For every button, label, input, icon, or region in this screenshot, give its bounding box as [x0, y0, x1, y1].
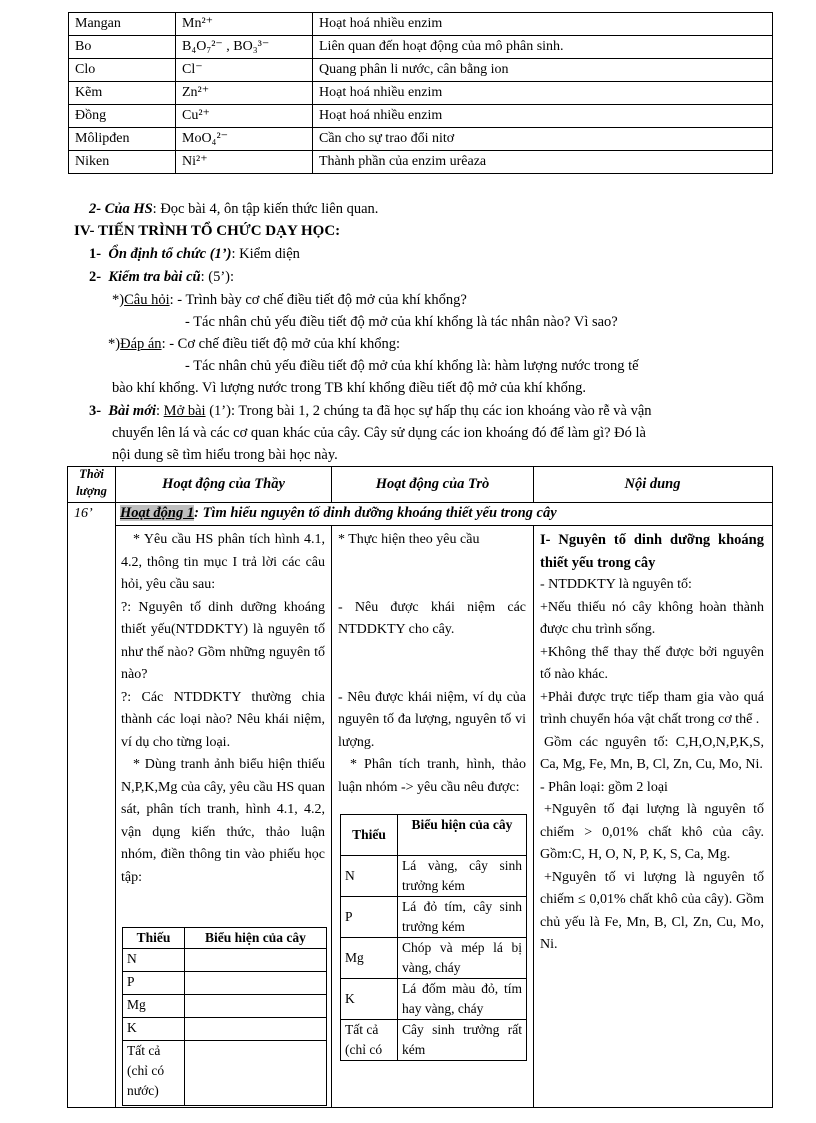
- ion-name: Đồng: [69, 105, 176, 128]
- result-row: [341, 856, 527, 897]
- result-symptom: Lá vàng, cây sinh trưởng kém: [398, 856, 527, 897]
- worksheet-row: [123, 949, 327, 972]
- result-element: N: [341, 856, 398, 897]
- worksheet-blank: [185, 1018, 327, 1041]
- ion-name: Bo: [69, 36, 176, 59]
- ion-role: Quang phân li nước, cân bằng ion: [313, 59, 773, 82]
- ion-ion: B₄O₇²⁻ , BO₃³⁻: [176, 36, 313, 59]
- result-element: Tất cả (chỉ có: [341, 1020, 398, 1061]
- header-teacher: Hoạt động của Thầy: [162, 476, 285, 492]
- ion-row: [69, 151, 773, 174]
- step-1: 1- Ổn định tổ chức (1’): Kiểm diện: [89, 246, 300, 262]
- ion-role: Hoạt hoá nhiều enzim: [313, 82, 773, 105]
- ion-row: [69, 82, 773, 105]
- worksheet-element: Tất cả (chỉ có nước): [123, 1041, 185, 1106]
- teacher-column: * Yêu cầu HS phân tích hình 4.1, 4.2, thông tin mục I trả lời các câu hỏi, yêu cầu sau: ?: Nguyên tố dinh dưỡng khoáng thiết yếu(NTDDKTY) là nguyên tố như thế nào? Gồm những nguyên tố nào? ?: Các NTDDKTY thường chia thành các loại nào? Nêu khái niệm, ví dụ cho từng loại. * Dùng tranh ảnh biểu hiện thiếu N,P,K,Mg của cây, yêu cầu HS quan sát, phân tích tranh, hình 4.1, 4.2, vận dụng kiến thức, thảo luận nhóm, điền thông tin vào phiếu học tập:: [121, 532, 325, 885]
- ion-ion: Ni²⁺: [176, 151, 313, 174]
- worksheet-blank: [185, 949, 327, 972]
- ion-row: [69, 13, 773, 36]
- worksheet-blank: [185, 1041, 327, 1106]
- ion-name: Clo: [69, 59, 176, 82]
- ion-ion: Mn²⁺: [176, 13, 313, 36]
- header-time: Thời lượng: [76, 467, 107, 498]
- ion-role: Liên quan đến hoạt động của mô phân sinh.: [313, 36, 773, 59]
- ion-name: Kẽm: [69, 82, 176, 105]
- answer-2: - Tác nhân chủ yếu điều tiết độ mở của khí khổng là: hàm lượng nước trong tế: [185, 358, 639, 374]
- worksheet-row: [123, 1041, 327, 1106]
- worksheet-element: Mg: [123, 995, 185, 1018]
- content-line: +Phải được trực tiếp tham gia vào quá trình chuyển hóa vật chất trong cơ thể .: [540, 689, 764, 727]
- ion-ion: Zn²⁺: [176, 82, 313, 105]
- result-symptom: Chóp và mép lá bị vàng, cháy: [398, 938, 527, 979]
- step-3: 3- Bài mới: Mở bài (1’): Trong bài 1, 2 chúng ta đã học sự hấp thụ các ion khoáng vào rễ và vận: [89, 403, 652, 419]
- ion-name: Môlipđen: [69, 128, 176, 151]
- section-iv-heading: IV- TIẾN TRÌNH TỔ CHỨC DẠY HỌC:: [74, 223, 341, 239]
- worksheet-row: [123, 1018, 327, 1041]
- answer-1: *)Đáp án: - Cơ chế điều tiết độ mở của khí khổng:: [108, 336, 400, 352]
- ion-ion: Cu²⁺: [176, 105, 313, 128]
- result-element: Mg: [341, 938, 398, 979]
- ion-role: Hoạt hoá nhiều enzim: [313, 13, 773, 36]
- result-row: [341, 1020, 527, 1061]
- ion-row: [69, 128, 773, 151]
- result-element: K: [341, 979, 398, 1020]
- teacher-worksheet-table: Thiếu Biểu hiện của cây N P Mg K Tất cả (chỉ có nước): [122, 927, 327, 1106]
- result-symptom: Cây sinh trưởng rất kém: [398, 1020, 527, 1061]
- result-row: [341, 897, 527, 938]
- result-symptom: Lá đỏ tím, cây sinh trưởng kém: [398, 897, 527, 938]
- header-content: Nội dung: [624, 476, 681, 492]
- worksheet-element: K: [123, 1018, 185, 1041]
- content-line: +Nguyên tố vi lượng là nguyên tố chiếm ≤ 0,01% chất khô của cây). Gồm chủ yếu là Fe, Mn, B, Cl, Zn, Cu, Mo, Ni.: [540, 869, 764, 952]
- ion-name: Niken: [69, 151, 176, 174]
- ion-ion: Cl⁻: [176, 59, 313, 82]
- ion-role: Cần cho sự trao đổi nitơ: [313, 128, 773, 151]
- step-3-line-3: nội dung sẽ tìm hiểu trong bài học này.: [112, 447, 338, 463]
- student-column: * Thực hiện theo yêu cầu - Nêu được khái niệm các NTDDKTY cho cây. - Nêu được khái niệm, ví dụ của nguyên tố đa lượng, nguyên tố vi lượng. * Phân tích tranh, hình, thảo luận nhóm -> yêu cầu nêu được:: [338, 532, 526, 795]
- ion-name: Mangan: [69, 13, 176, 36]
- answer-3: bào khí khổng. Vì lượng nước trong TB khí khổng điều tiết độ mở của khí khổng.: [112, 380, 586, 396]
- content-line: Gồm các nguyên tố: C,H,O,N,P,K,S, Ca, Mg, Fe, Mn, B, Cl, Zn, Cu, Mo, Ni.: [540, 734, 764, 772]
- header-student: Hoạt động của Trò: [375, 476, 490, 492]
- step-3-line-2: chuyển lên lá và các cơ quan khác của cây. Cây sử dụng các ion khoáng đó để làm gì? Đó là: [112, 425, 646, 441]
- result-row: [341, 938, 527, 979]
- worksheet-row: [123, 995, 327, 1018]
- content-line: - Phân loại: gồm 2 loại: [540, 779, 668, 795]
- result-symptom: Lá đốm màu đỏ, tím hay vàng, cháy: [398, 979, 527, 1020]
- worksheet-blank: [185, 972, 327, 995]
- worksheet-element: P: [123, 972, 185, 995]
- result-row: [341, 979, 527, 1020]
- worksheet-row: [123, 972, 327, 995]
- ion-ion: MoO₄²⁻: [176, 128, 313, 151]
- student-result-table: Thiếu Biểu hiện của cây N Lá vàng, cây sinh trưởng kém P Lá đỏ tím, cây sinh trưởng kém Mg Chóp và mép lá bị vàng, cháy K Lá đốm màu đỏ, tím hay vàng, cháy Tất cả (chỉ có Cây sinh trưởng rất kém: [340, 814, 527, 1061]
- question-1: *)Câu hỏi: - Trình bày cơ chế điều tiết độ mở của khí khổng?: [112, 292, 467, 308]
- ion-role: Hoạt hoá nhiều enzim: [313, 105, 773, 128]
- step-2: 2- Kiểm tra bài cũ: (5’):: [89, 269, 235, 285]
- result-element: P: [341, 897, 398, 938]
- ion-table: [68, 12, 773, 174]
- content-column: I- Nguyên tố dinh dưỡng khoáng thiết yếu trong cây - NTDDKTY là nguyên tố: +Nếu thiếu nó cây không hoàn thành được chu trình sống. +Không thể thay thế được bởi nguyên tố nào khác. +Phải được trực tiếp tham gia vào quá trình chuyển hóa vật chất trong cơ thể . Gồm các nguyên tố: C,H,O,N,P,K,S, Ca, Mg, Fe, Mn, B, Cl, Zn, Cu, Mo, Ni. - Phân loại: gồm 2 loại +Nguyên tố đại lượng là nguyên tố chiếm > 0,01% chất khô của cây. Gồm:C, H, O, N, P, K, S, Ca, Mg. +Nguyên tố vi lượng là nguyên tố chiếm ≤ 0,01% chất khô của cây). Gồm chủ yếu là Fe, Mn, B, Cl, Zn, Cu, Mo, Ni.: [540, 529, 764, 957]
- worksheet-blank: [185, 995, 327, 1018]
- activity-time: 16’: [74, 506, 93, 521]
- ion-role: Thành phần của enzim urêaza: [313, 151, 773, 174]
- content-line: +Không thể thay thế được bởi nguyên tố nào khác.: [540, 644, 764, 682]
- content-line: - NTDDKTY là nguyên tố:: [540, 577, 692, 592]
- question-2: - Tác nhân chủ yếu điều tiết độ mở của khí khổng là tác nhân nào? Vì sao?: [185, 314, 618, 330]
- worksheet-element: N: [123, 949, 185, 972]
- prep-hs: 2- Của HS: Đọc bài 4, ôn tập kiến thức liên quan.: [89, 201, 379, 217]
- ion-row: [69, 59, 773, 82]
- ion-row: [69, 36, 773, 59]
- ion-row: [69, 105, 773, 128]
- activity-title: Hoạt động 1: Tìm hiểu nguyên tố dinh dưỡng khoáng thiết yếu trong cây: [120, 505, 557, 521]
- content-line: +Nguyên tố đại lượng là nguyên tố chiếm > 0,01% chất khô của cây. Gồm:C, H, O, N, P, K, S, Ca, Mg.: [540, 802, 764, 862]
- content-line: +Nếu thiếu nó cây không hoàn thành được chu trình sống.: [540, 599, 764, 637]
